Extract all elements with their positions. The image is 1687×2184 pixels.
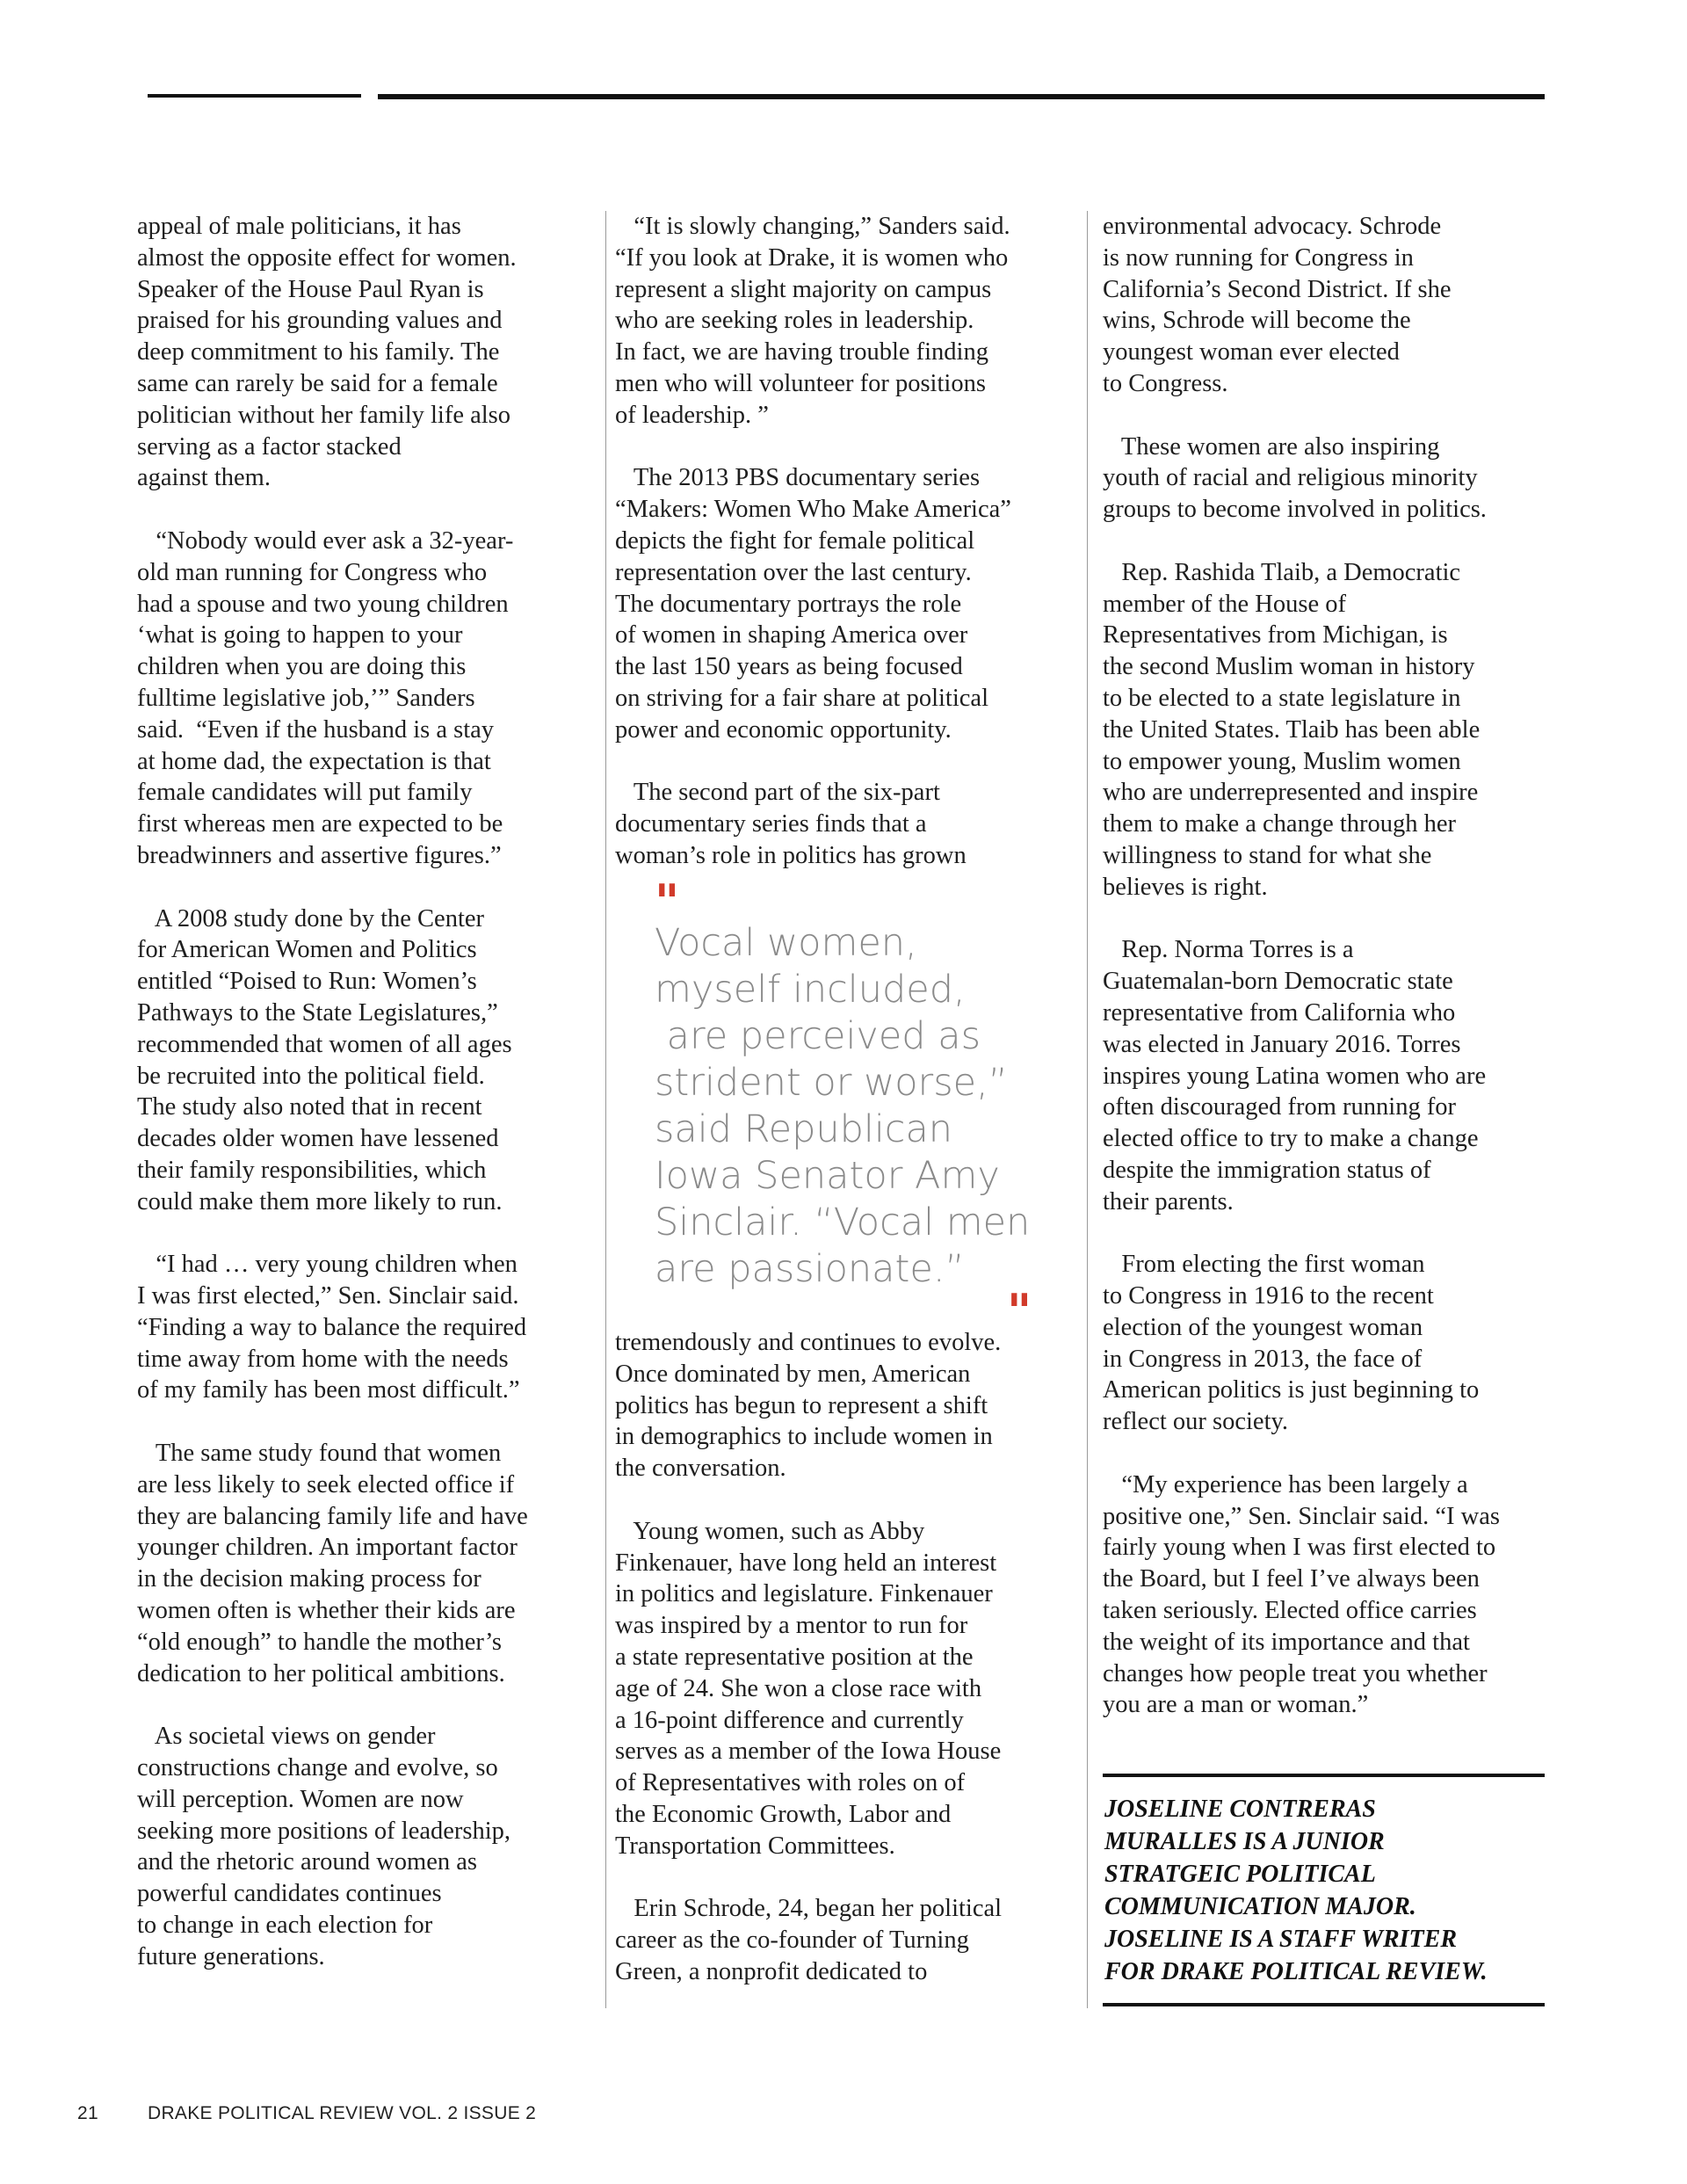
text-line: are passionate.” bbox=[655, 1247, 965, 1291]
text-line: The 2013 PBS documentary series bbox=[615, 464, 981, 492]
text-line: reflect our society. bbox=[1103, 1408, 1289, 1436]
text-line: against them. bbox=[137, 464, 271, 492]
text-line: is now running for Congress in bbox=[1103, 243, 1414, 272]
text-line: the last 150 years as being focused bbox=[615, 653, 963, 681]
text-line: children when you are doing this bbox=[137, 653, 467, 681]
text-line: JOSELINE CONTRERAS bbox=[1104, 1796, 1376, 1823]
text-line: a state representative position at the bbox=[615, 1643, 974, 1671]
paragraph-gap bbox=[615, 746, 1072, 778]
article-column-3 bbox=[1103, 211, 1560, 1721]
text-line: “Nobody would ever ask a 32-year- bbox=[137, 526, 514, 555]
text-line: Speaker of the House Paul Ryan is bbox=[137, 275, 484, 303]
text-line: member of the House of bbox=[1103, 590, 1346, 618]
paragraph-gap bbox=[137, 1218, 594, 1250]
text-line: FOR DRAKE POLITICAL REVIEW. bbox=[1104, 1958, 1488, 1985]
text-line: Rep. Norma Torres is a bbox=[1103, 936, 1354, 964]
text-line: positive one,” Sen. Sinclair said. “I was bbox=[1103, 1502, 1500, 1530]
text-line: the Board, but I feel I’ve always been bbox=[1103, 1565, 1480, 1593]
text-line: praised for his grounding values and bbox=[137, 307, 503, 335]
text-line: their family responsibilities, which bbox=[137, 1156, 487, 1184]
text-line: you are a man or woman.” bbox=[1103, 1691, 1369, 1719]
paragraph-gap bbox=[1103, 903, 1560, 935]
text-line: who are seeking roles in leadership. bbox=[615, 307, 974, 335]
text-line: to be elected to a state legislature in bbox=[1103, 684, 1461, 712]
text-line: they are balancing family life and have bbox=[137, 1502, 528, 1530]
text-line: Finkenauer, have long held an interest bbox=[615, 1549, 997, 1577]
text-line: serving as a factor stacked bbox=[137, 432, 402, 461]
text-line: Rep. Rashida Tlaib, a Democratic bbox=[1103, 558, 1461, 586]
text-line: often discouraged from running for bbox=[1103, 1093, 1457, 1121]
text-line: their parents. bbox=[1103, 1187, 1234, 1215]
pull-quote bbox=[655, 920, 1059, 1293]
column-2-top-text bbox=[615, 211, 1072, 872]
text-line: of women in shaping America over bbox=[615, 621, 968, 649]
author-bio-rule-top bbox=[1103, 1774, 1545, 1777]
header-rule-left bbox=[148, 94, 361, 98]
text-line: the weight of its importance and that bbox=[1103, 1628, 1470, 1656]
text-line: A 2008 study done by the Center bbox=[137, 904, 485, 932]
text-line: “Finding a way to balance the required bbox=[137, 1313, 527, 1341]
text-line: same can rarely be said for a female bbox=[137, 369, 498, 397]
text-line: California’s Second District. If she bbox=[1103, 275, 1452, 303]
page-number: 21 bbox=[77, 2103, 98, 2123]
text-line: COMMUNICATION MAJOR. bbox=[1104, 1893, 1416, 1920]
text-line: Erin Schrode, 24, began her political bbox=[615, 1895, 1003, 1923]
pull-quote-open-mark: " bbox=[655, 874, 680, 930]
text-line: politics has begun to represent a shift bbox=[615, 1391, 988, 1419]
text-line: politician without her family life also bbox=[137, 401, 511, 429]
text-line: fairly young when I was first elected to bbox=[1103, 1534, 1496, 1562]
text-line: From electing the first woman bbox=[1103, 1251, 1425, 1279]
text-line: a 16-point difference and currently bbox=[615, 1706, 964, 1734]
text-line: “If you look at Drake, it is women who bbox=[615, 243, 1009, 272]
author-bio-rule-bottom bbox=[1103, 2003, 1545, 2006]
text-line: breadwinners and assertive figures.” bbox=[137, 841, 502, 869]
text-line: appeal of male politicians, it has bbox=[137, 213, 461, 240]
text-line: inspires young Latina women who are bbox=[1103, 1062, 1487, 1090]
paragraph-gap bbox=[615, 1862, 1072, 1894]
author-bio bbox=[1104, 1793, 1544, 1988]
paragraph-gap bbox=[1103, 1438, 1560, 1469]
text-line: could make them more likely to run. bbox=[137, 1187, 503, 1215]
paragraph-gap bbox=[1103, 400, 1560, 432]
text-line: representative from California who bbox=[1103, 998, 1456, 1027]
text-line: was inspired by a mentor to run for bbox=[615, 1612, 968, 1640]
text-line: “It is slowly changing,” Sanders said. bbox=[615, 213, 1010, 240]
text-line: said Republican bbox=[655, 1107, 953, 1151]
text-line: powerful candidates continues bbox=[137, 1880, 442, 1908]
text-line: recommended that women of all ages bbox=[137, 1030, 512, 1058]
column-2-bottom-text bbox=[615, 1327, 1072, 1988]
text-line: American politics is just beginning to bbox=[1103, 1376, 1480, 1404]
text-line: constructions change and evolve, so bbox=[137, 1754, 498, 1782]
text-line: age of 24. She won a close race with bbox=[615, 1674, 982, 1702]
text-line: elected office to try to make a change bbox=[1103, 1125, 1479, 1153]
text-line: taken seriously. Elected office carries bbox=[1103, 1597, 1477, 1625]
text-line: to Congress in 1916 to the recent bbox=[1103, 1282, 1434, 1310]
text-line: Once dominated by men, American bbox=[615, 1360, 971, 1388]
text-line: to empower young, Muslim women bbox=[1103, 747, 1461, 775]
text-line: seeking more positions of leadership, bbox=[137, 1817, 511, 1845]
text-line: in politics and legislature. Finkenauer bbox=[615, 1580, 993, 1608]
text-line: “My experience has been largely a bbox=[1103, 1470, 1468, 1498]
text-line: Pathways to the State Legislatures,” bbox=[137, 998, 498, 1027]
text-line: I was first elected,” Sen. Sinclair said. bbox=[137, 1282, 519, 1310]
paragraph-gap bbox=[615, 432, 1072, 463]
paragraph-gap bbox=[1103, 1218, 1560, 1250]
text-line: said. “Even if the husband is a stay bbox=[137, 715, 495, 744]
text-line: Sinclair. “Vocal men bbox=[655, 1201, 1031, 1244]
text-line: The study also noted that in recent bbox=[137, 1093, 482, 1121]
text-line: decades older women have lessened bbox=[137, 1125, 499, 1153]
text-line: strident or worse,” bbox=[655, 1061, 1009, 1105]
text-line: represent a slight majority on campus bbox=[615, 275, 992, 303]
text-line: As societal views on gender bbox=[137, 1723, 436, 1751]
text-line: willingness to stand for what she bbox=[1103, 841, 1432, 869]
text-line: are less likely to seek elected office if bbox=[137, 1470, 515, 1498]
text-line: woman’s role in politics has grown bbox=[615, 841, 967, 869]
text-line: ‘what is going to happen to your bbox=[137, 621, 463, 649]
text-line: men who will volunteer for positions bbox=[615, 369, 986, 397]
text-line: These women are also inspiring bbox=[1103, 432, 1440, 461]
paragraph-gap bbox=[137, 494, 594, 526]
text-line: wins, Schrode will become the bbox=[1103, 307, 1411, 335]
text-line: despite the immigration status of bbox=[1103, 1156, 1431, 1184]
text-line: The second part of the six-part bbox=[615, 779, 940, 807]
text-line: dedication to her political ambitions. bbox=[137, 1659, 505, 1687]
text-line: of leadership. ” bbox=[615, 401, 769, 429]
text-line: be recruited into the political field. bbox=[137, 1062, 485, 1090]
text-line: power and economic opportunity. bbox=[615, 715, 952, 744]
text-line: in demographics to include women in bbox=[615, 1423, 993, 1451]
footer-publication-title: DRAKE POLITICAL REVIEW VOL. 2 ISSUE 2 bbox=[148, 2103, 537, 2123]
text-line: career as the co-founder of Turning bbox=[615, 1926, 969, 1955]
text-line: female candidates will put family bbox=[137, 779, 473, 807]
text-line: the Economic Growth, Labor and bbox=[615, 1800, 952, 1828]
text-line: old man running for Congress who bbox=[137, 558, 488, 586]
text-line: for American Women and Politics bbox=[137, 936, 477, 964]
text-line: in Congress in 2013, the face of bbox=[1103, 1345, 1423, 1373]
text-line: myself included, bbox=[655, 968, 966, 1012]
text-line: time away from home with the needs bbox=[137, 1345, 509, 1373]
paragraph-gap bbox=[615, 1484, 1072, 1516]
text-line: was elected in January 2016. Torres bbox=[1103, 1030, 1461, 1058]
text-line: entitled “Poised to Run: Women’s bbox=[137, 968, 477, 996]
text-line: on striving for a fair share at political bbox=[615, 684, 988, 712]
text-line: future generations. bbox=[137, 1942, 325, 1970]
text-line: Representatives from Michigan, is bbox=[1103, 621, 1448, 649]
text-line: Young women, such as Abby bbox=[615, 1517, 925, 1545]
text-line: youth of racial and religious minority bbox=[1103, 464, 1478, 492]
header-rule-right bbox=[378, 94, 1545, 99]
text-line: The documentary portrays the role bbox=[615, 590, 962, 618]
text-line: the United States. Tlaib has been able bbox=[1103, 715, 1481, 744]
text-line: Transportation Committees. bbox=[615, 1832, 895, 1860]
text-line: documentary series finds that a bbox=[615, 810, 927, 838]
text-line: representation over the last century. bbox=[615, 558, 972, 586]
text-line: In fact, we are having trouble finding bbox=[615, 338, 988, 366]
text-line: tremendously and continues to evolve. bbox=[615, 1329, 1002, 1356]
text-line: fulltime legislative job,’” Sanders bbox=[137, 684, 475, 712]
text-line: “Makers: Women Who Make America” bbox=[615, 496, 1011, 524]
text-line: younger children. An important factor bbox=[137, 1534, 518, 1562]
text-line: at home dad, the expectation is that bbox=[137, 747, 491, 775]
text-line: who are underrepresented and inspire bbox=[1103, 779, 1479, 807]
text-line: youngest woman ever elected bbox=[1103, 338, 1400, 366]
text-line: STRATGEIC POLITICAL bbox=[1104, 1861, 1376, 1888]
paragraph-gap bbox=[137, 872, 594, 903]
text-line: and the rhetoric around women as bbox=[137, 1848, 477, 1876]
text-line: will perception. Women are now bbox=[137, 1785, 464, 1813]
text-line: Guatemalan-born Democratic state bbox=[1103, 968, 1453, 996]
text-line: to Congress. bbox=[1103, 369, 1228, 397]
text-line: first whereas men are expected to be bbox=[137, 810, 503, 838]
text-line: JOSELINE IS A STAFF WRITER bbox=[1104, 1926, 1457, 1953]
text-line: them to make a change through her bbox=[1103, 810, 1457, 838]
text-line: deep commitment to his family. The bbox=[137, 338, 500, 366]
text-line: Iowa Senator Amy bbox=[655, 1154, 1000, 1198]
text-line: MURALLES IS A JUNIOR bbox=[1104, 1828, 1385, 1855]
text-line: environmental advocacy. Schrode bbox=[1103, 213, 1442, 240]
text-line: to change in each election for bbox=[137, 1912, 433, 1940]
text-line: women often is whether their kids are bbox=[137, 1597, 516, 1625]
text-line: election of the youngest woman bbox=[1103, 1313, 1423, 1341]
text-line: of my family has been most difficult.” bbox=[137, 1376, 520, 1404]
article-column-1 bbox=[137, 211, 594, 1973]
column-divider-2 bbox=[1087, 211, 1088, 2008]
text-line: had a spouse and two young children bbox=[137, 590, 509, 618]
paragraph-gap bbox=[137, 1689, 594, 1721]
text-line: “I had … very young children when bbox=[137, 1251, 518, 1279]
text-line: Green, a nonprofit dedicated to bbox=[615, 1957, 928, 1985]
text-line: believes is right. bbox=[1103, 873, 1268, 901]
text-line: serves as a member of the Iowa House bbox=[615, 1738, 1002, 1766]
text-line: the conversation. bbox=[615, 1455, 786, 1483]
text-line: changes how people treat you whether bbox=[1103, 1659, 1488, 1687]
text-line: almost the opposite effect for women. bbox=[137, 243, 517, 272]
text-line: in the decision making process for bbox=[137, 1565, 481, 1593]
paragraph-gap bbox=[137, 1406, 594, 1438]
paragraph-gap bbox=[1103, 526, 1560, 557]
pull-quote-close-mark: " bbox=[1007, 1284, 1032, 1339]
text-line: Vocal women, bbox=[655, 921, 917, 965]
text-line: “old enough” to handle the mother’s bbox=[137, 1628, 502, 1656]
text-line: groups to become involved in politics. bbox=[1103, 496, 1487, 524]
text-line: are perceived as bbox=[655, 1014, 981, 1058]
column-divider-1 bbox=[605, 211, 606, 2008]
text-line: depicts the fight for female political bbox=[615, 526, 975, 555]
text-line: The same study found that women bbox=[137, 1440, 502, 1468]
text-line: the second Muslim woman in history bbox=[1103, 653, 1475, 681]
text-line: of Representatives with roles on of bbox=[615, 1769, 966, 1797]
